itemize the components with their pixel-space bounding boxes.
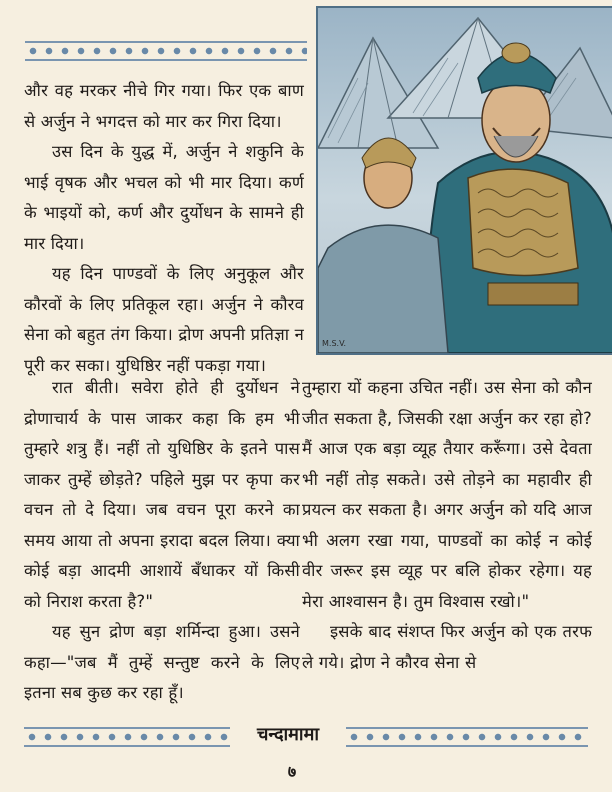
paragraph: तुम्हारा यों कहना उचित नहीं। उस सेना को कौन जीत सकता है, जिसकी रक्षा अर्जुन कर रहा हो? मैं आज एक बड़ा व्यूह तैयार करूँगा। उसे देवता भी नहीं तोड़ सकते। उसे तोड़ने का महावीर ही प्रयत्न कर सकता है। अगर अर्जुन को यदि आज भी अलग रखा गया, पाण्डवों का कोई न कोई वीर जरूर इस व्यूह पर बलि होकर रहेगा। यह मेरा आश्वासन है। तुम विश्वास रखो।" bbox=[302, 378, 592, 611]
artist-signature: M.S.V. bbox=[322, 339, 347, 348]
paragraph: और वह मरकर नीचे गिर गया। फिर एक बाण से अर्जुन ने भगदत्त को मार कर गिरा दिया। bbox=[24, 81, 304, 131]
text-column-left-bottom bbox=[24, 373, 300, 709]
page-number: ७ bbox=[287, 762, 297, 781]
text-column-left-top bbox=[24, 76, 304, 381]
paragraph: इसके बाद संशप्त फिर अर्जुन को एक तरफ ले गये। द्रोण ने कौरव सेना से bbox=[302, 622, 592, 672]
top-decorative-border bbox=[25, 41, 307, 61]
magazine-title: चन्दामामा bbox=[256, 724, 320, 745]
illustration-drona-duryodhana bbox=[316, 6, 612, 355]
paragraph: उस दिन के युद्ध में, अर्जुन ने शकुनि के भाई वृषक और भचल को भी मार दिया। कर्ण के भाइयों को, कर्ण और दुर्योधन के सामने ही मार दिया। bbox=[24, 142, 304, 253]
text-column-right-bottom bbox=[302, 373, 592, 678]
bottom-decorative-border-left bbox=[24, 727, 230, 747]
paragraph: यह सुन द्रोण बड़ा शर्मिन्दा हुआ। उसने कहा—"जब मैं तुम्हें सन्तुष्ट करने के लिए इतना सब कुछ कर रहा हूँ। bbox=[24, 622, 300, 702]
paragraph: यह दिन पाण्डवों के लिए अनुकूल और कौरवों के लिए प्रतिकूल रहा। अर्जुन ने कौरव सेना को बहुत तंग किया। द्रोण अपनी प्रतिज्ञा न पूरी कर सका। युधिष्ठिर नहीं पकड़ा गया। bbox=[24, 264, 304, 375]
paragraph: रात बीती। सवेरा होते ही दुर्योधन ने द्रोणाचार्य के पास जाकर कहा कि हम भी तुम्हारे शत्रु हैं। नहीं तो युधिष्ठिर के इतने पास जाकर तुम्हें छोड़ते? पहिले मुझ पर कृपा कर वचन तो दे दिया। जब वचन पूरा करने का समय आया तो अपना इरादा बदल लिया। क्या कोई बड़ा आदमी आशायें बँधाकर यों किसी को निराश करता है?" bbox=[24, 378, 300, 611]
bottom-decorative-border-right bbox=[346, 727, 588, 747]
illustration-art bbox=[318, 8, 612, 353]
